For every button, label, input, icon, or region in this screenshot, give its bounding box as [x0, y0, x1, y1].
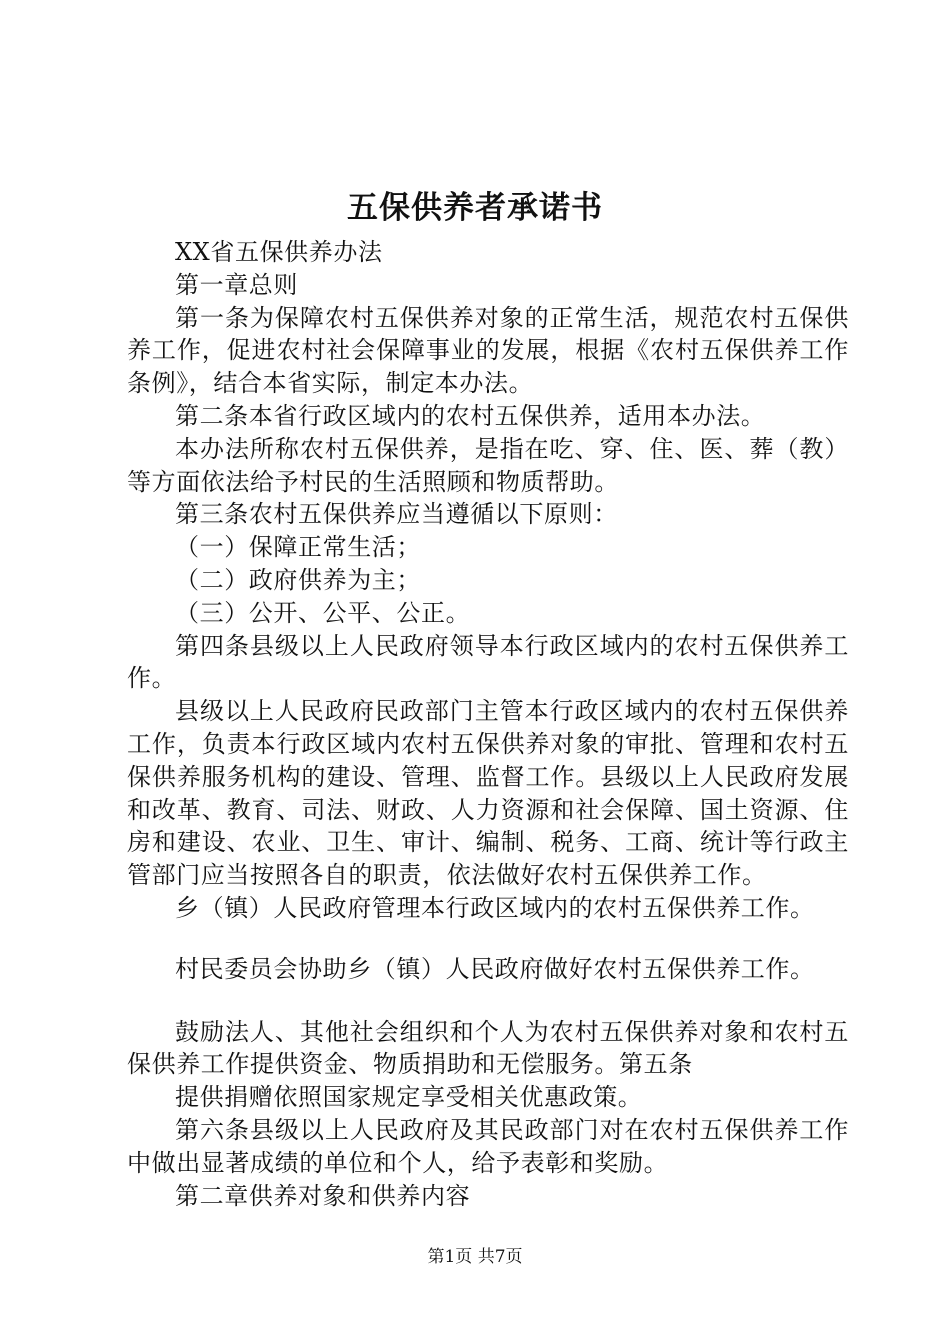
article-paragraph: 鼓励法人、其他社会组织和个人为农村五保供养对象和农村五保供养工作提供资金、物质捐助和无偿服务。第五条 [127, 1017, 849, 1079]
article-paragraph: 第一条为保障农村五保供养对象的正常生活，规范农村五保供养工作，促进农村社会保障事业的发展，根据《农村五保供养工作条例》，结合本省实际，制定本办法。 [127, 303, 849, 398]
principle-item: （二）政府供养为主； [175, 565, 421, 594]
chapter-heading: 第二章供养对象和供养内容 [175, 1181, 471, 1210]
principle-item: （三）公开、公平、公正。 [175, 598, 471, 627]
law-title: XX省五保供养办法 [175, 238, 383, 266]
article-paragraph: 县级以上人民政府民政部门主管本行政区域内的农村五保供养工作，负责本行政区域内农村五保供养对象的审批、管理和农村五保供养服务机构的建设、管理、监督工作。县级以上人民政府发展和改革、教育、司法、财政、人力资源和社会保障、国土资源、住房和建设、农业、卫生、审计、编制、税务、工商、统计等行政主管部门应当按照各自的职责，依法做好农村五保供养工作。 [127, 697, 849, 890]
article-paragraph: 第二条本省行政区域内的农村五保供养，适用本办法。 [175, 401, 766, 430]
article-paragraph: 村民委员会协助乡（镇）人民政府做好农村五保供养工作。 [175, 954, 815, 983]
chapter-heading: 第一章总则 [175, 270, 298, 299]
article-paragraph: 乡（镇）人民政府管理本行政区域内的农村五保供养工作。 [175, 893, 815, 922]
article-paragraph: 本办法所称农村五保供养，是指在吃、穿、住、医、葬（教）等方面依法给予村民的生活照顾和物质帮助。 [127, 434, 849, 496]
article-paragraph: 第三条农村五保供养应当遵循以下原则： [175, 500, 618, 529]
article-paragraph: 提供捐赠依照国家规定享受相关优惠政策。 [175, 1083, 643, 1112]
document-body [127, 236, 849, 1212]
page-number-footer: 第1页 共7页 [427, 1247, 523, 1267]
principle-item: （一）保障正常生活； [175, 533, 421, 562]
article-paragraph: 第四条县级以上人民政府领导本行政区域内的农村五保供养工作。 [127, 631, 849, 693]
document-title: 五保供养者承诺书 [347, 190, 603, 226]
article-paragraph: 第六条县级以上人民政府及其民政部门对在农村五保供养工作中做出显著成绩的单位和个人，给予表彰和奖励。 [127, 1115, 849, 1177]
